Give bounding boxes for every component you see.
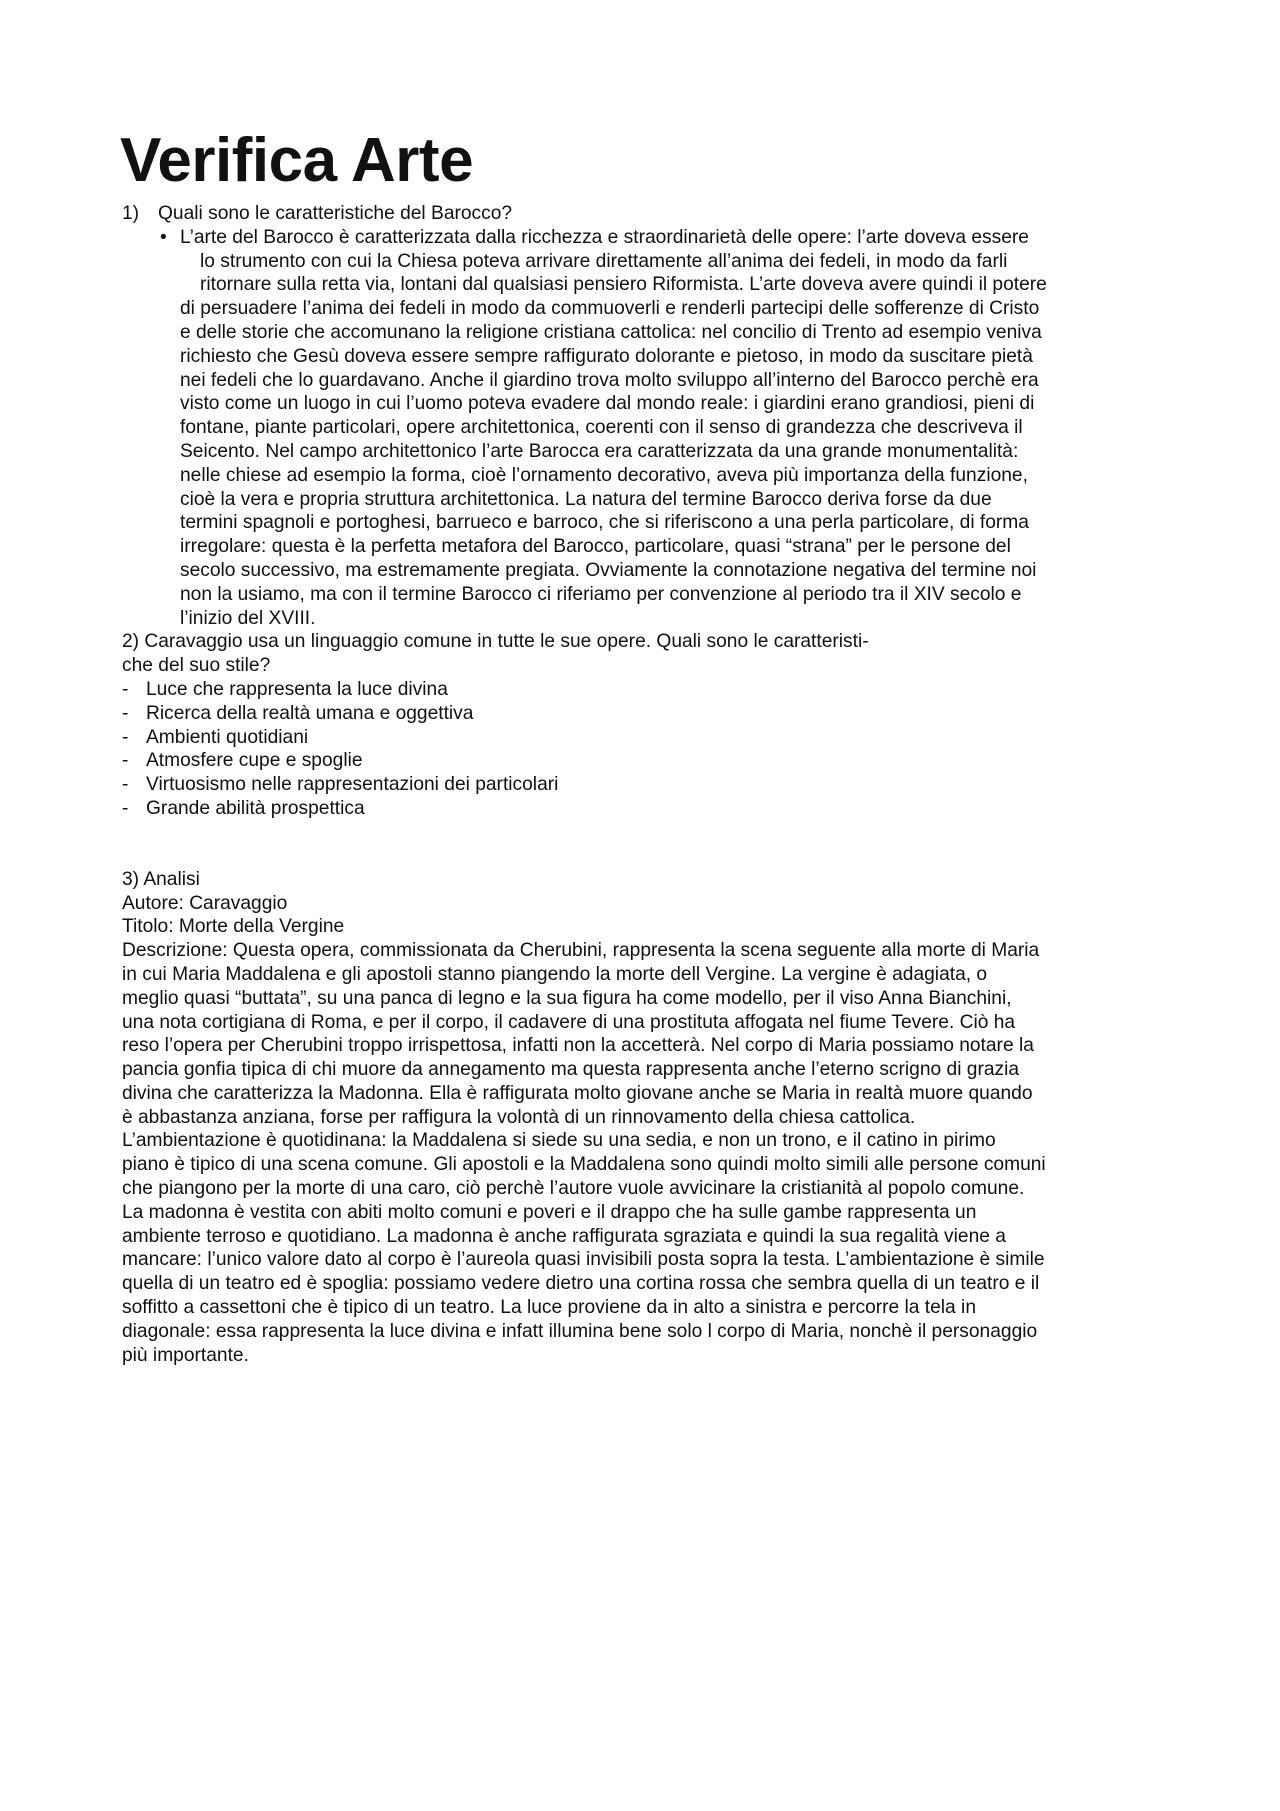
dash-icon: - bbox=[122, 702, 129, 724]
question-text: 2) Caravaggio usa un linguaggio comune in tutte le sue opere. Quali sono le caratteristi- bbox=[122, 631, 869, 653]
analysis-author: Autore: Caravaggio bbox=[122, 892, 288, 914]
list-item-text: Luce che rappresenta la luce divina bbox=[146, 678, 448, 700]
answer-line: termini spagnoli e portoghesi, barrueco e barroco, che si riferiscono a una perla particolare, di forma bbox=[180, 512, 1029, 534]
answer-line: e delle storie che accomunano la religione cristiana cattolica: nel concilio di Trento ad esempio veniva bbox=[180, 321, 1042, 343]
analysis-line: Descrizione: Questa opera, commissionata da Cherubini, rappresenta la scena seguente alla morte di Maria bbox=[122, 940, 1040, 962]
analysis-line: è abbastanza anziana, forse per raffigura la volontà di un rinnovamento della chiesa cattolica. bbox=[122, 1106, 916, 1128]
list-item bbox=[122, 726, 1162, 750]
list-item-text: Grande abilità prospettica bbox=[146, 797, 365, 819]
question-2 bbox=[122, 630, 1162, 678]
list-item-text: Atmosfere cupe e spoglie bbox=[146, 750, 363, 772]
style-features-list bbox=[122, 678, 1162, 821]
answer-line: di persuadere l’anima dei fedeli in modo da commuoverli e renderli partecipi delle sofferenze di Cristo bbox=[180, 298, 1040, 320]
dash-icon: - bbox=[122, 678, 129, 700]
question-text: Quali sono le caratteristiche del Barocco? bbox=[158, 203, 513, 224]
analysis-line: piano è tipico di una scena comune. Gli apostoli e la Maddalena sono quindi molto simili alle persone comuni bbox=[122, 1154, 1046, 1176]
analysis-line: ambiente terroso e quotidiano. La madonna è anche raffigurata sgraziata e quindi la sua regalità viene a bbox=[122, 1225, 1006, 1247]
answer-line: nelle chiese ad esempio la forma, cioè l’ornamento decorativo, aveva più importanza della funzione, bbox=[180, 464, 1028, 486]
dash-icon: - bbox=[122, 726, 129, 748]
bullet-icon: • bbox=[160, 226, 167, 248]
analysis-title: Titolo: Morte della Vergine bbox=[122, 916, 345, 938]
analysis-line: diagonale: essa rappresenta la luce divina e infatt illumina bene solo l corpo di Maria, nonchè il personaggio bbox=[122, 1320, 1038, 1342]
analysis-line: che piangono per la morte di una caro, ciò perchè l’autore vuole avvicinare la cristianità al popolo comune. bbox=[122, 1178, 1025, 1200]
spacer bbox=[122, 821, 1162, 868]
answer-line: visto come un luogo in cui l’uomo poteva evadere dal mondo reale: i giardini erano grandiosi, pieni di bbox=[180, 393, 1035, 415]
dash-icon: - bbox=[122, 774, 129, 796]
document-page bbox=[122, 128, 1162, 1367]
list-item-text: Ricerca della realtà umana e oggettiva bbox=[146, 702, 474, 724]
dash-icon: - bbox=[122, 797, 129, 819]
answer-line: fontane, piante particolari, opere architettonica, coerenti con il senso di grandezza che descriveva il bbox=[180, 417, 1023, 439]
answer-line: richiesto che Gesù doveva essere sempre raffigurato dolorante e pietoso, in modo da suscitare pietà bbox=[180, 345, 1033, 367]
answer-line: L’arte del Barocco è caratterizzata dalla ricchezza e straordinarietà delle opere: l’arte doveva essere bbox=[180, 226, 1029, 248]
answer-line: nei fedeli che lo guardavano. Anche il giardino trova molto sviluppo all’interno del Barocco perchè era bbox=[180, 369, 1039, 391]
analysis-line: quella di un teatro ed è spoglia: possiamo vedere dietro una cortina rossa che sembra quella di un teatro e il bbox=[122, 1273, 1040, 1295]
analysis-line: in cui Maria Maddalena e gli apostoli stanno piangendo la morte dell Vergine. La vergine è adagiata, o bbox=[122, 963, 988, 985]
analysis-section bbox=[122, 868, 1162, 1368]
list-item bbox=[122, 678, 1162, 702]
question-1 bbox=[122, 202, 1162, 226]
question-number: 1) bbox=[122, 203, 140, 224]
answer-line: non la usiamo, ma con il termine Barocco ci riferiamo per convenzione al periodo tra il XIV secolo e bbox=[180, 583, 1022, 605]
answer-line: irregolare: questa è la perfetta metafora del Barocco, particolare, quasi “strana” per le persone del bbox=[180, 536, 1011, 558]
analysis-heading: 3) Analisi bbox=[122, 868, 200, 890]
analysis-line: più importante. bbox=[122, 1344, 249, 1366]
list-item bbox=[122, 773, 1162, 797]
analysis-line: mancare: l’unico valore dato al corpo è l’aureola quasi invisibili posta sopra la testa. L’ambientazione è simile bbox=[122, 1249, 1045, 1271]
answer-line: l’inizio del XVIII. bbox=[180, 607, 316, 629]
list-item-text: Virtuosismo nelle rappresentazioni dei particolari bbox=[146, 774, 559, 796]
analysis-line: meglio quasi “buttata”, su una panca di legno e la sua figura ha come modello, per il viso Anna Bianchini, bbox=[122, 987, 1012, 1009]
analysis-line: pancia gonfia tipica di chi muore da annegamento ma questa rappresenta anche l’eterno scrigno di grazia bbox=[122, 1059, 1020, 1081]
analysis-line: divina che caratterizza la Madonna. Ella è raffigurata molto giovane anche se Maria in realtà muore quando bbox=[122, 1082, 1033, 1104]
answer-line: secolo successivo, ma estremamente pregiata. Ovviamente la connotazione negativa del termine noi bbox=[180, 559, 1037, 581]
dash-icon: - bbox=[122, 750, 129, 772]
analysis-line: La madonna è vestita con abiti molto comuni e poveri e il drappo che ha sulle gambe rappresenta un bbox=[122, 1201, 977, 1223]
analysis-line: reso l’opera per Cherubini troppo irrispettosa, infatti non la accetterà. Nel corpo di Maria possiamo notare la bbox=[122, 1035, 1034, 1057]
answer-line: cioè la vera e propria struttura architettonica. La natura del termine Barocco deriva forse da due bbox=[180, 488, 992, 510]
question-text: che del suo stile? bbox=[122, 655, 271, 677]
answer-1 bbox=[122, 226, 1162, 631]
answer-line: Seicento. Nel campo architettonico l’arte Barocca era caratterizzata da una grande monumentalità: bbox=[180, 440, 1019, 462]
page-title: Verifica Arte bbox=[120, 126, 474, 195]
analysis-line: soffitto a cassettoni che è tipico di un teatro. La luce proviene da in alto a sinistra e percorre la tela in bbox=[122, 1297, 976, 1319]
list-item-text: Ambienti quotidiani bbox=[146, 726, 309, 748]
answer-line: lo strumento con cui la Chiesa poteva arrivare direttamente all’anima dei fedeli, in modo da farli bbox=[200, 250, 1008, 272]
list-item bbox=[122, 797, 1162, 821]
analysis-line: L’ambientazione è quotidinana: la Maddalena si siede su una sedia, e non un trono, e il catino in pirimo bbox=[122, 1130, 996, 1152]
answer-line: ritornare sulla retta via, lontani dal qualsiasi pensiero Riformista. L’arte doveva avere quindi il potere bbox=[200, 274, 1047, 296]
list-item bbox=[122, 702, 1162, 726]
analysis-line: una nota cortigiana di Roma, e per il corpo, il cadavere di una prostituta affogata nel fiume Tevere. Ciò ha bbox=[122, 1011, 1016, 1033]
list-item bbox=[122, 749, 1162, 773]
